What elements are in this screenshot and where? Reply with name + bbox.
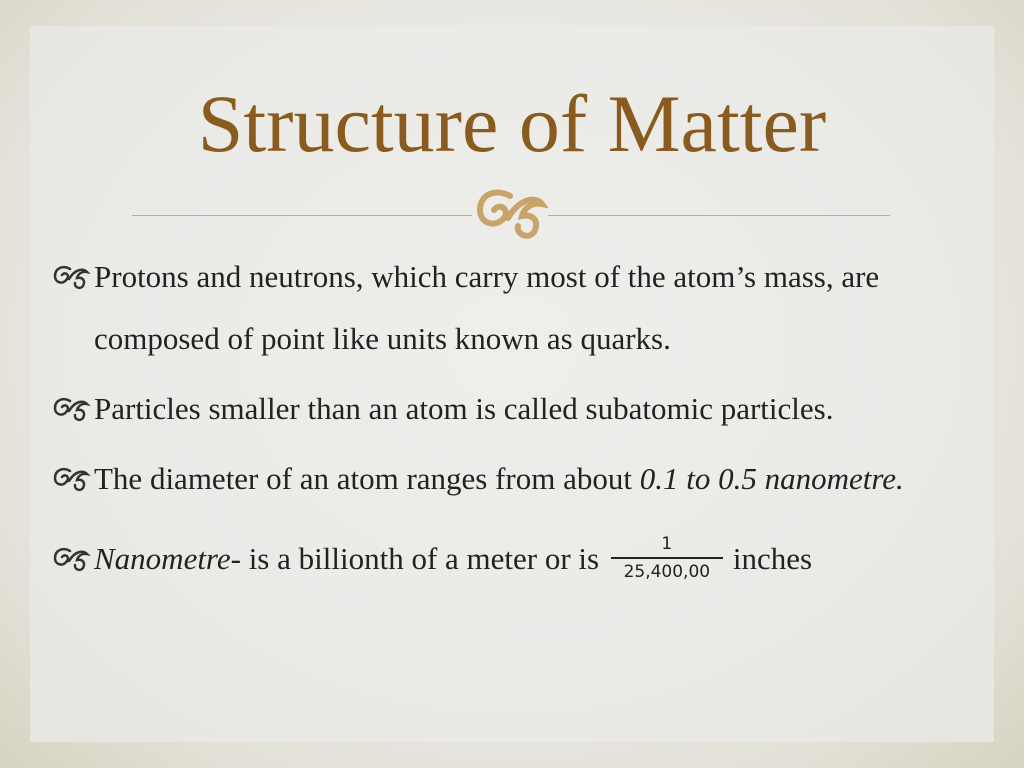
fleuron-bullet-icon <box>52 396 92 422</box>
bullet-text-unit: inches <box>732 541 813 576</box>
fleuron-bullet-icon <box>52 264 92 290</box>
diameter-range: 0.1 to 0.5 nanometre. <box>639 461 904 496</box>
bullet-text: Particles smaller than an atom is called subatomic particles. <box>94 391 834 426</box>
bullet-text: The diameter of an atom ranges from about <box>94 461 640 496</box>
bullet-item <box>52 448 972 510</box>
bullet-item <box>52 378 972 440</box>
nanometre-term: Nanometre- <box>94 541 241 576</box>
slide-title: Structure of Matter <box>197 78 827 169</box>
bullet-item <box>52 246 972 370</box>
title-divider-left <box>132 215 472 216</box>
fleuron-bullet-icon <box>52 466 92 492</box>
fraction-numerator: 1 <box>661 533 673 554</box>
bullet-list <box>52 246 972 598</box>
fleuron-ornament-icon <box>474 188 548 240</box>
bullet-item <box>52 528 972 590</box>
bullet-text: Protons and neutrons, which carry most of the atom’s mass, are composed of point like units known as quarks. <box>94 259 880 356</box>
title-divider-right <box>548 215 890 216</box>
fleuron-bullet-icon <box>52 546 92 572</box>
fraction-denominator: 25,400,00 <box>623 561 711 582</box>
bullet-text: is a billionth of a meter or is <box>240 541 607 576</box>
inch-fraction <box>611 534 723 582</box>
